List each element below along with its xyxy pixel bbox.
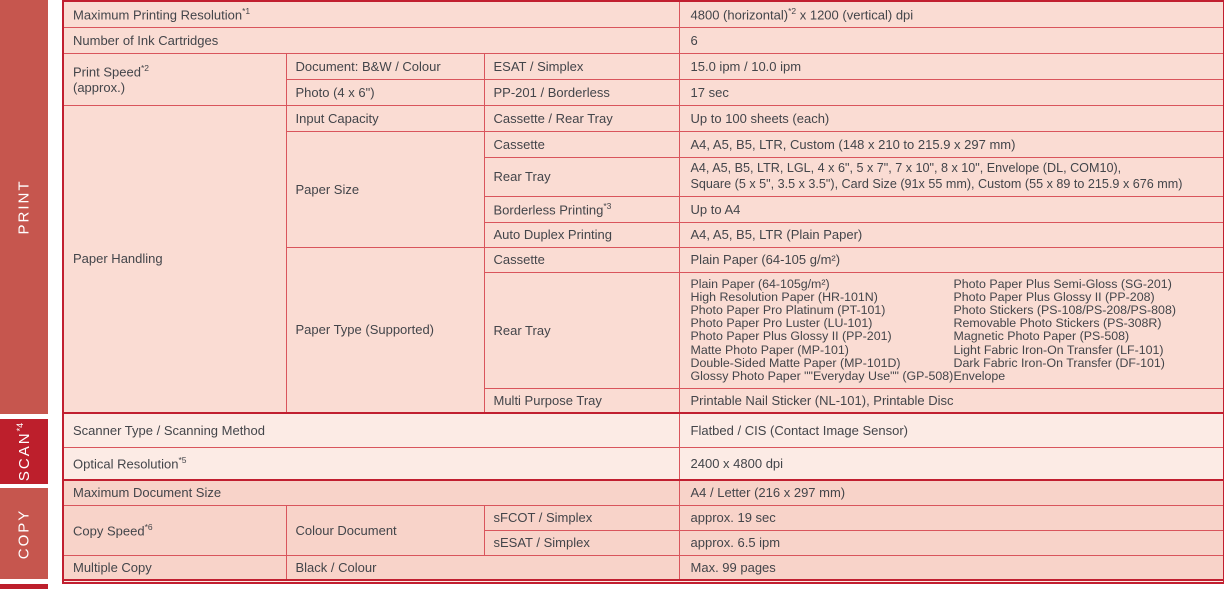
borderless-printing-value: Up to A4 [679, 196, 1224, 222]
copy-speed-sfcot-value: approx. 19 sec [679, 505, 1224, 530]
spec-table [62, 0, 1224, 584]
print-speed-doc-metric: ESAT / Simplex [484, 53, 679, 79]
paper-type-multi-label: Multi Purpose Tray [484, 388, 679, 413]
scanner-type-label: Scanner Type / Scanning Method [63, 413, 679, 447]
scanner-type-value: Flatbed / CIS (Contact Image Sensor) [679, 413, 1224, 447]
section-label-print: PRINT [15, 179, 33, 235]
paper-size-cassette-value: A4, A5, B5, LTR, Custom (148 x 210 to 215.9 x 297 mm) [679, 131, 1224, 157]
print-speed-photo-label: Photo (4 x 6") [286, 79, 484, 105]
section-band-scan [0, 419, 48, 484]
auto-duplex-label: Auto Duplex Printing [484, 222, 679, 247]
ink-cartridges-label: Number of Ink Cartridges [63, 27, 679, 53]
copy-speed-doc-label: Colour Document [286, 505, 484, 555]
paper-type-cassette-value: Plain Paper (64-105 g/m²) [679, 247, 1224, 272]
auto-duplex-value: A4, A5, B5, LTR (Plain Paper) [679, 222, 1224, 247]
optical-resolution-label: Optical Resolution$^{*5}$ [63, 447, 679, 480]
max-resolution-label: Maximum Printing Resolution$^{*1}$ [63, 1, 679, 27]
ink-cartridges-value: 6 [679, 27, 1224, 53]
paper-size-rear-label: Rear Tray [484, 157, 679, 196]
paper-type-rear-label: Rear Tray [484, 272, 679, 388]
paper-size-cassette-label: Cassette [484, 131, 679, 157]
print-speed-doc-label: Document: B&W / Colour [286, 53, 484, 79]
paper-type-multi-value: Printable Nail Sticker (NL-101), Printable Disc [679, 388, 1224, 413]
section-label-copy: COPY [15, 508, 33, 559]
input-capacity-trays: Cassette / Rear Tray [484, 105, 679, 131]
copy-speed-label: Copy Speed$^{*6}$ [63, 505, 286, 555]
paper-handling-label: Paper Handling [63, 105, 286, 413]
paper-type-list-col1: Plain Paper (64-105g/m²) High Resolution Paper (HR-101N) Photo Paper Pro Platinum (PT-101) Photo Paper Pro Luster (LU-101) Photo Paper Plus Glossy II (PP-201) Matte Photo Paper (MP-101) Double-Sided Matte Paper (MP-101D) Glossy Photo Paper ""Everyday Use"" (GP-508) [690, 276, 954, 383]
section-band-print [0, 0, 48, 414]
optical-resolution-value: 2400 x 4800 dpi [679, 447, 1224, 480]
paper-size-label: Paper Size [286, 131, 484, 247]
section-band-copy [0, 488, 48, 579]
section-band-next-partial [0, 584, 48, 589]
multiple-copy-value: Max. 99 pages [679, 555, 1224, 580]
print-speed-doc-value: 15.0 ipm / 10.0 ipm [679, 53, 1224, 79]
paper-type-list-col2: Photo Paper Plus Semi-Gloss (SG-201) Photo Paper Plus Glossy II (PP-208) Photo Stickers (PS-108/PS-208/PS-808) Removable Photo Stickers (PS-308R) Magnetic Photo Paper (PS-508) Light Fabric Iron-On Transfer (LF-101) Dark Fabric Iron-On Transfer (DF-101) Envelope [953, 276, 1176, 383]
paper-type-rear-value [679, 272, 1224, 388]
paper-size-rear-value: A4, A5, B5, LTR, LGL, 4 x 6", 5 x 7", 7 x 10", 8 x 10", Envelope (DL, COM10), Square (5 x 5", 3.5 x 3.5"), Card Size (91x 55 mm), Custom (55 x 89 to 215.9 x 676 mm) [679, 157, 1224, 196]
scan-footnote-marker: *4 [15, 422, 25, 431]
input-capacity-label: Input Capacity [286, 105, 484, 131]
print-speed-photo-value: 17 sec [679, 79, 1224, 105]
paper-type-label: Paper Type (Supported) [286, 247, 484, 413]
multiple-copy-mode: Black / Colour [286, 555, 679, 580]
print-speed-photo-metric: PP-201 / Borderless [484, 79, 679, 105]
copy-speed-sesat-metric: sESAT / Simplex [484, 530, 679, 555]
borderless-printing-label: Borderless Printing$^{*3}$ [484, 196, 679, 222]
paper-type-cassette-label: Cassette [484, 247, 679, 272]
copy-speed-sfcot-metric: sFCOT / Simplex [484, 505, 679, 530]
max-resolution-value: 4800 (horizontal)$^{*2}$ x 1200 (vertical) dpi [679, 1, 1224, 27]
multiple-copy-label: Multiple Copy [63, 555, 286, 580]
print-speed-label: Print Speed$^{*2}$ (approx.) [63, 53, 286, 105]
max-document-size-label: Maximum Document Size [63, 480, 679, 505]
section-label-scan: SCAN$^{*4}$ [15, 422, 33, 481]
next-row-partial [63, 580, 1224, 583]
input-capacity-value: Up to 100 sheets (each) [679, 105, 1224, 131]
max-document-size-value: A4 / Letter (216 x 297 mm) [679, 480, 1224, 505]
copy-speed-sesat-value: approx. 6.5 ipm [679, 530, 1224, 555]
